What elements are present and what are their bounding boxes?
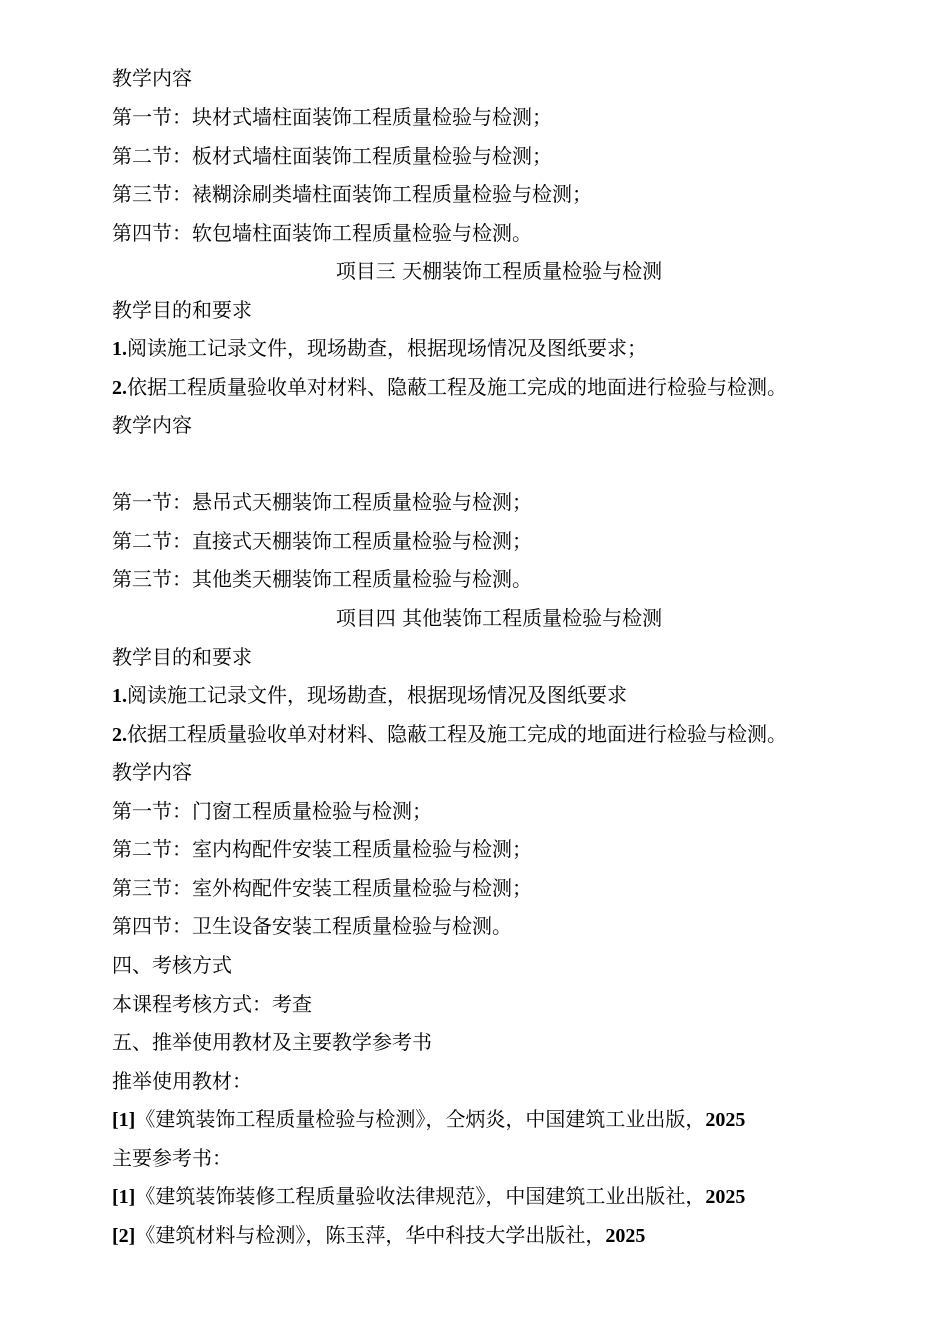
list-item: [112, 720, 787, 749]
reference-item: [112, 1182, 745, 1211]
section-heading: [112, 411, 192, 439]
line-text: 第二节：板材式墙柱面装饰工程质量检验与检测；: [112, 144, 552, 168]
section-heading: [112, 1028, 432, 1056]
line-text: 五、推举使用教材及主要教学参考书: [112, 1030, 432, 1054]
line-text: 第三节：裱糊涂刷类墙柱面装饰工程质量检验与检测；: [112, 182, 592, 206]
list-item: [112, 874, 532, 902]
line-text: 阅读施工记录文件，现场勘查，根据现场情况及图纸要求；: [127, 336, 647, 360]
line-text: 《建筑材料与检测》，陈玉萍，华中科技大学出版社，: [135, 1223, 606, 1247]
list-item: [112, 527, 532, 555]
item-number: 1.: [112, 685, 127, 707]
line-text: 《建筑装饰装修工程质量验收法律规范》，中国建筑工业出版社，: [135, 1184, 706, 1208]
paragraph: [112, 1067, 252, 1095]
reference-year: 2025: [605, 1225, 646, 1247]
paragraph: [112, 1144, 232, 1172]
item-number: 2.: [112, 724, 127, 746]
list-item: [112, 180, 592, 208]
line-text: 第一节：门窗工程质量检验与检测；: [112, 799, 432, 823]
line-text: 第一节：块材式墙柱面装饰工程质量检验与检测；: [112, 105, 552, 129]
line-text: 主要参考书：: [112, 1146, 232, 1170]
section-heading: [112, 64, 192, 92]
list-item: [112, 797, 432, 825]
line-text: 教学内容: [112, 760, 192, 784]
reference-year: 2025: [705, 1186, 746, 1208]
line-text: 第四节：软包墙柱面装饰工程质量检验与检测。: [112, 221, 532, 245]
section-heading: [112, 643, 252, 671]
line-text: 推举使用教材：: [112, 1069, 252, 1093]
section-heading: [112, 951, 232, 979]
paragraph: [112, 990, 312, 1018]
list-item: [112, 373, 787, 402]
reference-year: 2025: [705, 1109, 746, 1131]
line-text: 第二节：室内构配件安装工程质量检验与检测；: [112, 837, 532, 861]
line-text: 第三节：室外构配件安装工程质量检验与检测；: [112, 876, 532, 900]
line-text: 第三节：其他类天棚装饰工程质量检验与检测。: [112, 567, 532, 591]
list-item: [112, 912, 512, 940]
line-text: 项目四 其他装饰工程质量检验与检测: [335, 606, 663, 630]
list-item: [112, 219, 532, 247]
line-text: 第一节：悬吊式天棚装饰工程质量检验与检测；: [112, 490, 532, 514]
reference-number: [1]: [112, 1186, 136, 1208]
line-text: 教学目的和要求: [112, 298, 252, 322]
section-heading: [112, 758, 192, 786]
list-item: [112, 835, 532, 863]
line-text: 本课程考核方式：考查: [112, 992, 312, 1016]
line-text: 阅读施工记录文件，现场勘查，根据现场情况及图纸要求: [127, 683, 627, 707]
project-title: [0, 604, 950, 632]
list-item: [112, 142, 552, 170]
list-item: [112, 103, 552, 131]
list-item: [112, 565, 532, 593]
reference-number: [1]: [112, 1109, 136, 1131]
item-number: 2.: [112, 377, 127, 399]
line-text: 《建筑装饰工程质量检验与检测》，仝炳炎，中国建筑工业出版，: [135, 1107, 706, 1131]
line-text: 第二节：直接式天棚装饰工程质量检验与检测；: [112, 529, 532, 553]
project-title: [0, 257, 950, 285]
line-text: 第四节：卫生设备安装工程质量检验与检测。: [112, 914, 512, 938]
item-number: 1.: [112, 338, 127, 360]
line-text: 教学内容: [112, 66, 192, 90]
list-item: [112, 681, 627, 710]
line-text: 依据工程质量验收单对材料、隐蔽工程及施工完成的地面进行检验与检测。: [127, 375, 787, 399]
reference-item: [112, 1105, 745, 1134]
section-heading: [112, 296, 252, 324]
list-item: [112, 488, 532, 516]
line-text: 教学内容: [112, 413, 192, 437]
reference-number: [2]: [112, 1225, 136, 1247]
reference-item: [112, 1221, 645, 1250]
list-item: [112, 334, 647, 363]
line-text: 四、考核方式: [112, 953, 232, 977]
line-text: 依据工程质量验收单对材料、隐蔽工程及施工完成的地面进行检验与检测。: [127, 722, 787, 746]
line-text: 教学目的和要求: [112, 645, 252, 669]
line-text: 项目三 天棚装饰工程质量检验与检测: [335, 259, 663, 283]
